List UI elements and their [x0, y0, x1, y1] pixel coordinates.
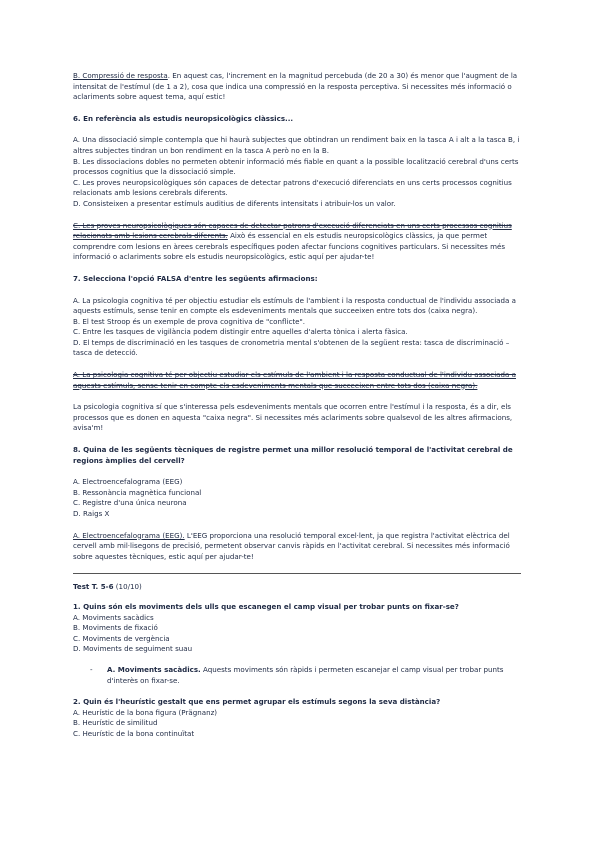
test-score: (10/10) [113, 582, 142, 592]
option-c: C. Moviments de vergència [73, 633, 170, 643]
option-c: C. Heurístic de la bona continuïtat [73, 728, 195, 738]
answer-explanation: . En aquest cas, l'increment en la magnitud percebuda (de 20 a 30) és menor que l'augment de la intensitat de l'estímul (de 1 a 2), cosa que indica una compressió en la resposta perceptiva. Si necessites més informació o aclariments sobre aquest tema, aquí estic! [73, 71, 518, 102]
option-c: C. Registre d'una única neurona [73, 498, 187, 508]
bullet-dash: - [90, 664, 93, 674]
test-title: Test T. 5-6 [73, 582, 114, 592]
option-a: A. La psicologia cognitiva té per objectiu estudiar els estímuls de l'ambient i la resposta conductual de l'individu associada a aquests estímuls, sense tenir en compte els esdeveniments mentals que succeeixen entre tots dos (caixa negra). [73, 295, 516, 316]
test-question-1-answer [73, 665, 521, 686]
question-7-title: 7. Selecciona l'opció FALSA d'entre les següents afirmacions: [73, 273, 318, 283]
section-divider [73, 573, 521, 574]
option-c: C. Les proves neuropsicològiques són capaces de detectar patrons d'execució diferenciats en uns certs processos cognitius relacionats amb lesions cerebrals diferents. [73, 177, 512, 198]
option-d: D. Raigs X [73, 509, 110, 518]
option-b: B. Moviments de fixació [73, 623, 158, 633]
answer-explanation: Aquests moviments són ràpids i permeten escanejar el camp visual per trobar punts d'interès on fixar-se. [107, 664, 504, 685]
document-page [73, 71, 521, 740]
option-d: D. Consisteixen a presentar estímuls auditius de diferents intensitats i atribuir-los un valor. [73, 198, 396, 208]
option-b: B. Heurístic de similitud [73, 718, 158, 728]
question-7-options [73, 296, 521, 360]
answer-label: A. Electroencefalograma (EEG). [73, 530, 185, 540]
question-7-answer [73, 370, 521, 391]
option-a: A. Una dissociació simple contempla que hi haurà subjectes que obtindran un rendiment baix en la tasca A i alt a la tasca B, i altres subjectes tindran un bon rendiment en la tasca A però no en la B. [73, 135, 520, 155]
option-b: B. El test Stroop és un exemple de prova cognitiva de "conflicte". [73, 316, 306, 326]
question-8-answer [73, 531, 521, 563]
test-question-1-options [73, 613, 521, 655]
option-b: B. Les dissociacions dobles no permeten obtenir informació més fiable en quant a la possible localització cerebral d'uns certs processos cognitius que la dissociació simple. [73, 156, 519, 177]
option-a: A. Electroencefalograma (EEG) [73, 477, 183, 487]
option-c: C. Entre les tasques de vigilància podem distingir entre aquelles d'alerta tònica i alerta fàsica. [73, 327, 408, 337]
question-8-options [73, 477, 521, 519]
option-d: D. El temps de discriminació en les tasques de cronometria mental s'obtenen de la següent resta: tasca de discriminació – tasca de detecció. [73, 337, 510, 358]
option-b: B. Ressonància magnètica funcional [73, 487, 202, 497]
question-6-options [73, 135, 521, 209]
option-a: A. Heurístic de la bona figura (Prägnanz) [73, 707, 218, 717]
answer-paragraph-5 [73, 71, 521, 103]
question-8-title: 8. Quina de les següents tècniques de registre permet una millor resolució temporal de l'activitat cerebral de regions àmplies del cervell? [73, 445, 513, 465]
question-6-title: 6. En referència als estudis neuropsicològics clàssics... [73, 113, 294, 123]
answer-label: A. Moviments sacàdics. [107, 664, 201, 674]
answer-label: B. Compressió de resposta [73, 71, 168, 80]
test-question-1-title: 1. Quins són els moviments dels ulls que escanegen el camp visual per trobar punts on fixar-se? [73, 601, 459, 611]
test-question-2-options [73, 708, 521, 740]
test-question-2-title: 2. Quin és l'heurístic gestalt que ens permet agrupar els estímuls segons la seva distància? [73, 697, 441, 707]
question-7-explanation: La psicologia cognitiva sí que s'interessa pels esdeveniments mentals que ocorren entre l'estímul i la resposta, és a dir, els processos que es donen en aquesta "caixa negra". Si necessites més aclariments sobre qualsevol de les altres afirmacions, avisa'm! [73, 402, 513, 433]
answer-explanation: Això és essencial en els estudis neuropsicològics clàssics, ja que permet comprendre com lesions en àrees cerebrals específiques poden afectar funcions cognitives particulars. Si necessites més informació o aclariments sobre els estudis neuropsicològics, estic aquí per ajudar-te! [73, 231, 506, 262]
answer-label: A. La psicologia cognitiva té per objectiu estudiar els estímuls de l'ambient i la resposta conductual de l'individu associada a aquests estímuls, sense tenir en compte els esdeveniments mentals que succeeixen entre tots dos (caixa negra). [73, 370, 516, 390]
test-heading [73, 582, 521, 593]
option-d: D. Moviments de seguiment suau [73, 644, 193, 654]
answer-explanation: L'EEG proporciona una resolució temporal excel·lent, ja que registra l'activitat elèctrica del cervell amb mil·lisegons de precisió, permetent observar canvis ràpids en l'activitat cerebral. Si necessites més informació sobre aquestes tècniques, estic aquí per ajudar-te! [73, 530, 510, 561]
question-6-answer [73, 221, 521, 263]
answer-label: C. Les proves neuropsicològiques són capaces de detectar patrons d'execució diferenciats en uns certs processos cognitius relacionats amb lesions cerebrals diferents. [73, 220, 512, 241]
option-a: A. Moviments sacàdics [73, 612, 154, 622]
